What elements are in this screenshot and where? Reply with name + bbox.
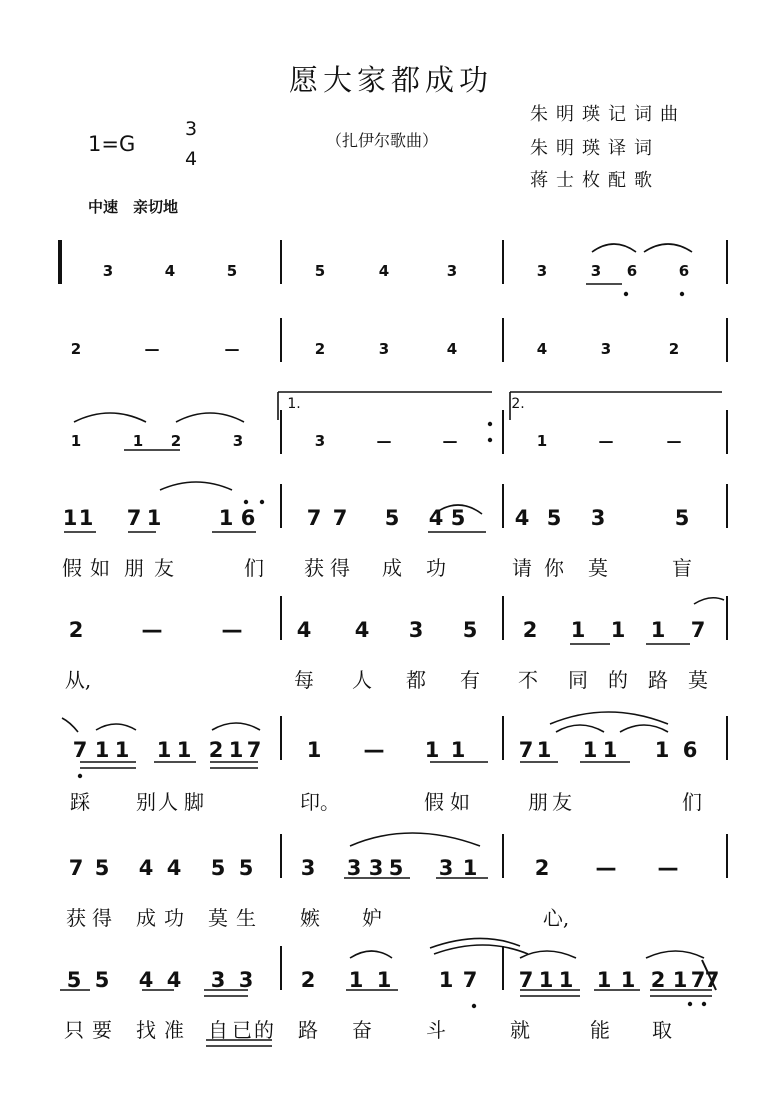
lyric-syllable: 心, xyxy=(542,906,570,930)
note: 7 xyxy=(332,506,348,530)
note: 7 xyxy=(306,506,322,530)
note: 3 xyxy=(446,262,458,280)
lyric-syllable: 都 xyxy=(406,668,426,692)
octave-dot xyxy=(488,422,492,426)
credit-line-1: 朱明瑛记词曲 xyxy=(530,104,686,125)
note: 4 xyxy=(428,506,444,530)
note: 2 xyxy=(68,618,84,642)
lyric-syllable: 的 xyxy=(254,1018,274,1042)
note: 5 xyxy=(314,262,326,280)
note: — xyxy=(221,618,243,642)
note: 1 xyxy=(582,738,598,762)
note: 4 xyxy=(378,262,390,280)
note: — xyxy=(224,340,240,358)
lyric-syllable: 功 xyxy=(164,906,184,930)
note: 3 xyxy=(408,618,424,642)
note: 4 xyxy=(166,856,182,880)
note: 3 xyxy=(438,856,454,880)
note: 1 xyxy=(156,738,172,762)
note: 3 xyxy=(210,968,226,992)
note: 1 xyxy=(536,738,552,762)
note: 7 xyxy=(518,738,534,762)
slur-mark xyxy=(434,505,482,514)
note: 7 xyxy=(518,968,534,992)
lyric-syllable: 莫 xyxy=(588,556,608,580)
lyric-syllable: 的 xyxy=(608,668,628,692)
lyric-syllable: 朋 xyxy=(528,790,548,814)
slur-mark xyxy=(550,712,668,724)
note: — xyxy=(595,856,617,880)
lyric-syllable: 从, xyxy=(64,668,92,692)
note: — xyxy=(363,738,385,762)
note: — xyxy=(144,340,160,358)
lyric-syllable: 获 xyxy=(304,556,324,580)
note: — xyxy=(598,432,614,450)
lyric-syllable: 斗 xyxy=(426,1018,446,1042)
note: 4 xyxy=(164,262,176,280)
note: 2 xyxy=(208,738,224,762)
note: 1 xyxy=(218,506,234,530)
note: 1 xyxy=(70,432,82,450)
slur-mark xyxy=(160,482,232,490)
lyric-syllable: 嫉 xyxy=(300,906,320,930)
note: 1 xyxy=(558,968,574,992)
octave-dot xyxy=(260,500,264,504)
note: 5 xyxy=(238,856,254,880)
lyric-syllable: 取 xyxy=(652,1018,672,1042)
note: 1 xyxy=(672,968,688,992)
slur-mark xyxy=(430,938,520,948)
lyric-syllable: 盲 xyxy=(672,556,692,580)
lyric-syllable: 功 xyxy=(426,556,446,580)
lyric-syllable: 们 xyxy=(244,556,264,580)
song-title: 愿大家都成功 xyxy=(288,63,493,97)
note: 5 xyxy=(674,506,690,530)
note: 3 xyxy=(378,340,390,358)
note: 2 xyxy=(300,968,316,992)
lyric-syllable: 如 xyxy=(90,556,110,580)
slur-mark xyxy=(646,951,704,958)
note: 3 xyxy=(590,262,602,280)
lyric-syllable: 成 xyxy=(136,906,156,930)
note: — xyxy=(666,432,682,450)
lyric-syllable: 妒 xyxy=(362,906,382,930)
note: 7 xyxy=(704,968,720,992)
note: — xyxy=(141,618,163,642)
note: — xyxy=(376,432,392,450)
note: 2 xyxy=(522,618,538,642)
note: 1 xyxy=(376,968,392,992)
note: 1 xyxy=(176,738,192,762)
lyric-syllable: 要 xyxy=(92,1018,112,1042)
octave-dot xyxy=(472,1004,476,1008)
lyric-syllable: 已 xyxy=(232,1018,252,1042)
note: 2 xyxy=(650,968,666,992)
note: 4 xyxy=(296,618,312,642)
note: 4 xyxy=(446,340,458,358)
note: 2 xyxy=(314,340,326,358)
note: 5 xyxy=(462,618,478,642)
note: 7 xyxy=(246,738,262,762)
note: 2 xyxy=(170,432,182,450)
lyric-syllable: 就 xyxy=(510,1018,530,1042)
credit-line-2: 朱明瑛译词 xyxy=(530,138,660,159)
note: 1 xyxy=(146,506,162,530)
octave-dot xyxy=(702,1002,706,1006)
note: 7 xyxy=(68,856,84,880)
note: 4 xyxy=(514,506,530,530)
lyric-syllable: 有 xyxy=(460,668,480,692)
note: 1 xyxy=(62,506,78,530)
note: 2 xyxy=(70,340,82,358)
note: 1 xyxy=(538,968,554,992)
note: 1 xyxy=(650,618,666,642)
note: 3 xyxy=(368,856,384,880)
note: 4 xyxy=(354,618,370,642)
note: 1 xyxy=(114,738,130,762)
note: 4 xyxy=(138,856,154,880)
lyric-syllable: 人 xyxy=(352,668,372,692)
lyric-syllable: 路 xyxy=(298,1018,318,1042)
note: 3 xyxy=(600,340,612,358)
lyric-syllable: 踩 xyxy=(70,790,90,814)
lyric-syllable: 如 xyxy=(450,790,470,814)
note: 6 xyxy=(682,738,698,762)
slur-mark xyxy=(96,724,136,730)
slur-mark xyxy=(350,951,392,958)
note: 3 xyxy=(102,262,114,280)
time-signature-bottom: 4 xyxy=(184,148,198,170)
lyric-syllable: 请 xyxy=(512,556,532,580)
note: 1 xyxy=(462,856,478,880)
note: 1 xyxy=(602,738,618,762)
lyric-syllable: 只 xyxy=(64,1018,84,1042)
time-signature-top: 3 xyxy=(184,118,198,140)
note: 1 xyxy=(94,738,110,762)
tempo-marking: 中速 亲切地 xyxy=(88,198,179,216)
note: 3 xyxy=(300,856,316,880)
lyric-syllable: 能 xyxy=(590,1018,610,1042)
slur-mark xyxy=(74,413,146,422)
note: 3 xyxy=(590,506,606,530)
note: 1 xyxy=(306,738,322,762)
slur-mark xyxy=(694,598,724,604)
note: 3 xyxy=(536,262,548,280)
note: 7 xyxy=(462,968,478,992)
lyric-syllable: 生 xyxy=(236,906,256,930)
lyric-syllable: 成 xyxy=(382,556,402,580)
lyric-syllable: 奋 xyxy=(352,1018,372,1042)
lyric-syllable: 你 xyxy=(544,556,564,580)
lyric-syllable: 人 xyxy=(158,790,178,814)
lyric-syllable: 假 xyxy=(424,790,444,814)
note: 1 xyxy=(570,618,586,642)
note: 7 xyxy=(690,968,706,992)
note: 1 xyxy=(132,432,144,450)
note: 7 xyxy=(72,738,88,762)
volta-second-ending: 2. xyxy=(511,396,525,412)
note: 5 xyxy=(546,506,562,530)
octave-dot xyxy=(78,774,82,778)
slur-mark xyxy=(702,960,716,990)
lyric-syllable: 假 xyxy=(62,556,82,580)
note: 1 xyxy=(450,738,466,762)
note: 5 xyxy=(210,856,226,880)
lyric-syllable: 友 xyxy=(552,790,572,814)
note: 3 xyxy=(238,968,254,992)
lyric-syllable: 们 xyxy=(682,790,702,814)
note: 1 xyxy=(228,738,244,762)
lyric-syllable: 自 xyxy=(208,1018,228,1042)
note: 1 xyxy=(424,738,440,762)
slur-mark xyxy=(62,718,78,732)
note: — xyxy=(442,432,458,450)
note: 3 xyxy=(232,432,244,450)
note: 5 xyxy=(384,506,400,530)
credit-line-3: 蒋士枚配歌 xyxy=(530,170,660,191)
slur-mark xyxy=(176,413,244,422)
note: 1 xyxy=(596,968,612,992)
lyric-syllable: 每 xyxy=(294,668,314,692)
slur-mark xyxy=(434,945,528,954)
note: 5 xyxy=(388,856,404,880)
note: 1 xyxy=(536,432,548,450)
key-signature: 1=G xyxy=(88,132,136,156)
lyric-syllable: 莫 xyxy=(208,906,228,930)
octave-dot xyxy=(680,292,684,296)
octave-dot xyxy=(488,438,492,442)
slur-mark xyxy=(556,725,604,732)
song-subtitle: （扎伊尔歌曲） xyxy=(326,131,439,150)
note: 4 xyxy=(138,968,154,992)
lyric-syllable: 不 xyxy=(518,668,538,692)
note: 3 xyxy=(314,432,326,450)
lyric-syllable: 得 xyxy=(330,556,350,580)
note: 2 xyxy=(534,856,550,880)
lyric-syllable: 友 xyxy=(154,556,174,580)
octave-dot xyxy=(244,500,248,504)
note: 6 xyxy=(678,262,690,280)
octave-dot xyxy=(624,292,628,296)
lyric-syllable: 莫 xyxy=(688,668,708,692)
note: 1 xyxy=(348,968,364,992)
note: 5 xyxy=(226,262,238,280)
lyric-syllable: 印。 xyxy=(300,790,340,814)
slur-mark xyxy=(212,723,260,730)
note: 6 xyxy=(240,506,256,530)
note: — xyxy=(657,856,679,880)
note: 1 xyxy=(620,968,636,992)
lyric-syllable: 准 xyxy=(164,1018,184,1042)
note: 4 xyxy=(166,968,182,992)
lyric-syllable: 得 xyxy=(92,906,112,930)
note: 1 xyxy=(654,738,670,762)
note: 5 xyxy=(66,968,82,992)
lyric-syllable: 找 xyxy=(136,1018,156,1042)
note: 1 xyxy=(438,968,454,992)
slur-mark xyxy=(520,951,576,958)
note: 5 xyxy=(94,856,110,880)
octave-dot xyxy=(688,1002,692,1006)
lyric-syllable: 别 xyxy=(136,790,156,814)
slur-mark xyxy=(644,244,692,252)
note: 3 xyxy=(346,856,362,880)
slur-mark xyxy=(350,833,480,846)
lyric-syllable: 同 xyxy=(568,668,588,692)
note: 6 xyxy=(626,262,638,280)
lyric-syllable: 脚 xyxy=(184,790,204,814)
slur-mark xyxy=(592,244,636,252)
note: 5 xyxy=(450,506,466,530)
slur-mark xyxy=(620,725,668,732)
lyric-syllable: 获 xyxy=(66,906,86,930)
lyric-syllable: 朋 xyxy=(124,556,144,580)
note: 5 xyxy=(94,968,110,992)
note: 7 xyxy=(126,506,142,530)
note: 4 xyxy=(536,340,548,358)
note: 1 xyxy=(78,506,94,530)
note: 1 xyxy=(610,618,626,642)
note: 2 xyxy=(668,340,680,358)
note: 7 xyxy=(690,618,706,642)
volta-first-ending: 1. xyxy=(287,396,301,412)
lyric-syllable: 路 xyxy=(648,668,668,692)
